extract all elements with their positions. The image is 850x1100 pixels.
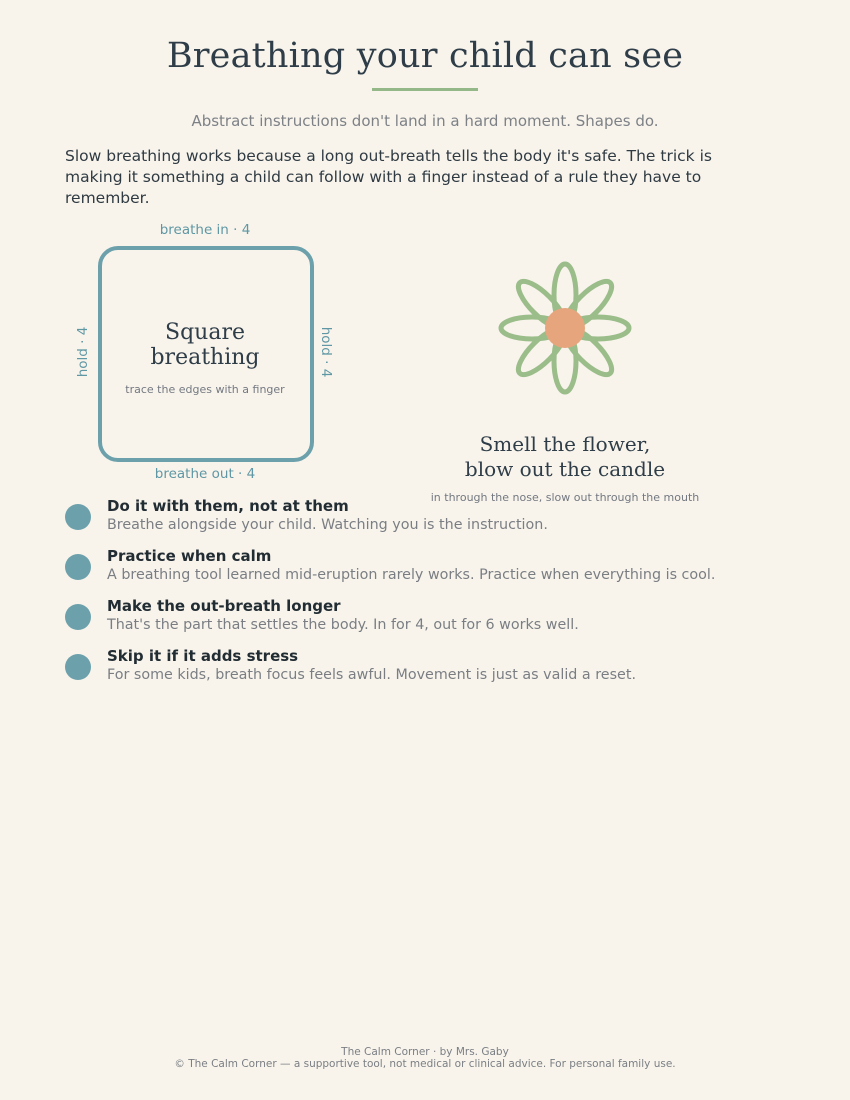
page-subtitle: Abstract instructions don't land in a hard moment. Shapes do. <box>191 112 659 130</box>
tip-title: Skip it if it adds stress <box>107 647 299 665</box>
square-note: trace the edges with a finger <box>125 383 285 396</box>
flower-center <box>545 308 585 348</box>
square-bottom-label: breathe out · 4 <box>154 466 256 482</box>
square-title-line2: breathing <box>150 345 260 370</box>
flower-title <box>415 432 715 482</box>
footer-brand: The Calm Corner · by Mrs. Gaby <box>341 1046 509 1058</box>
flower-note: in through the nose, slow out through the mouth <box>430 491 700 504</box>
flower-title-line1: Smell the flower, <box>479 432 651 456</box>
square-left-label: hold · 4 <box>75 326 91 378</box>
footer-disclaimer: © The Calm Corner — a supportive tool, not medical or clinical advice. For personal family use. <box>174 1058 676 1070</box>
square-right-label: hold · 4 <box>318 326 334 378</box>
flower-title-line2: blow out the candle <box>464 457 666 481</box>
list-item <box>65 597 785 647</box>
square-title <box>100 320 310 370</box>
tip-body: For some kids, breath focus feels awful. Movement is just as valid a reset. <box>107 667 636 683</box>
footer <box>0 1046 850 1070</box>
square-title-line1: Square <box>165 320 245 345</box>
title-underline <box>372 88 478 91</box>
list-item <box>65 647 785 697</box>
page-title: Breathing your child can see <box>166 36 684 76</box>
tip-title: Make the out-breath longer <box>107 597 341 615</box>
list-item <box>65 547 785 597</box>
tip-title: Do it with them, not at them <box>107 497 349 515</box>
flower-icon <box>490 253 640 403</box>
square-top-label: breathe in · 4 <box>159 222 251 238</box>
list-item <box>65 497 785 547</box>
bullet-dot-icon <box>65 554 91 580</box>
tip-body: That's the part that settles the body. In for 4, out for 6 works well. <box>107 617 579 633</box>
bullet-dot-icon <box>65 654 91 680</box>
tip-body: A breathing tool learned mid-eruption rarely works. Practice when everything is cool. <box>107 567 716 583</box>
bullet-dot-icon <box>65 504 91 530</box>
intro-paragraph: Slow breathing works because a long out-breath tells the body it's safe. The trick is making it something a child can follow with a finger instead of a rule they have to remember. <box>65 147 712 207</box>
tips-list <box>65 497 785 697</box>
tip-title: Practice when calm <box>107 547 272 565</box>
bullet-dot-icon <box>65 604 91 630</box>
tip-body: Breathe alongside your child. Watching you is the instruction. <box>107 517 548 533</box>
